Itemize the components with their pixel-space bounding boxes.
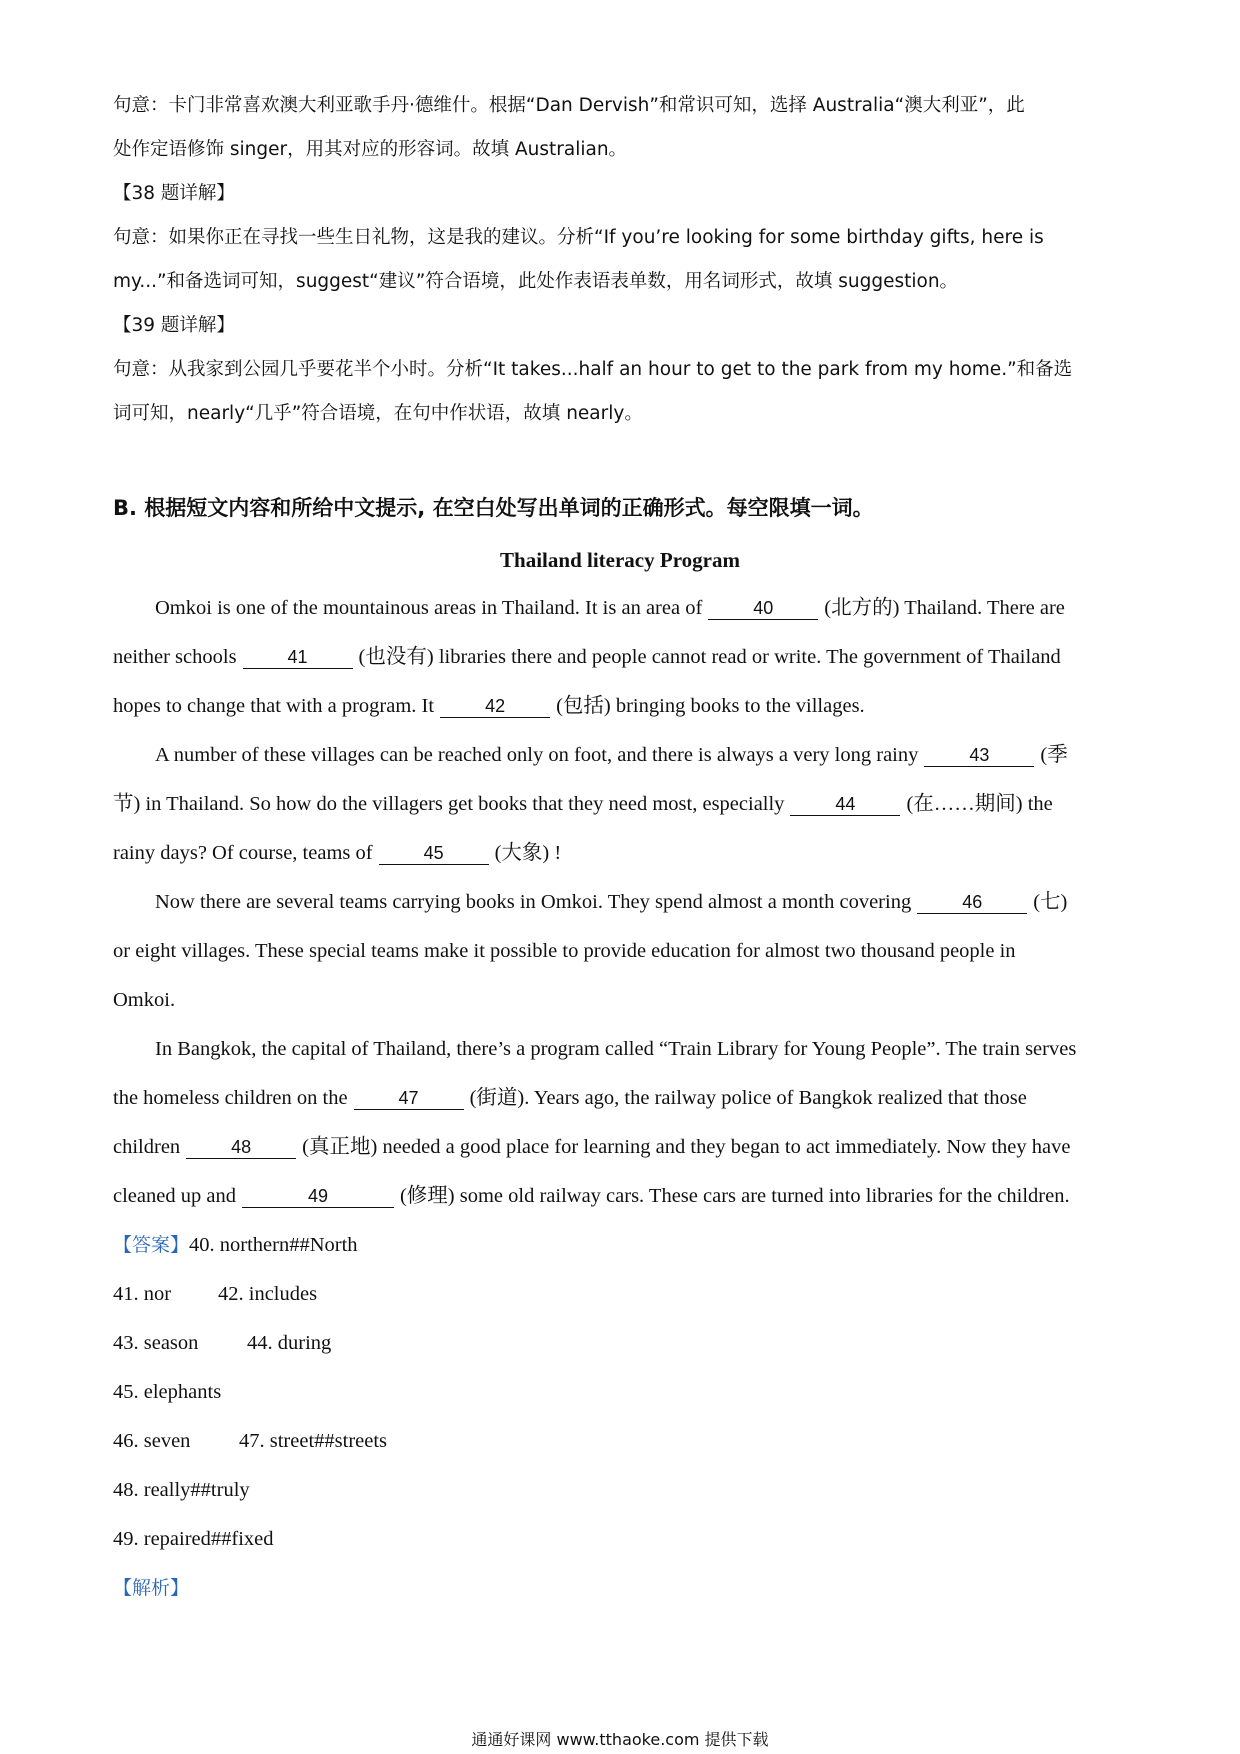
q37-explanation-line1: 句意：卡门非常喜欢澳大利亚歌手丹·德维什。根据“Dan Dervish”和常识可知，选择 Australia“澳大利亚”，此 [113,95,1025,116]
blank-49: 49 [242,1185,394,1208]
q38-header: 【38 题详解】 [113,183,235,204]
answer-45: 45. elephants [113,1381,222,1403]
answers-line1 [113,1231,358,1260]
passage-p3-line1: Now there are several teams carrying books in Omkoi. They spend almost a month covering 46 (七) [155,891,1068,913]
passage-p2-line3: rainy days? Of course, teams of 45 (大象) ! [113,842,562,864]
answer-48: 48. really##truly [113,1479,250,1501]
q39-explanation-line2: 词可知，nearly“几乎”符合语境，在句中作状语，故填 nearly。 [113,403,643,424]
answer-label: 【答案】 [113,1234,190,1256]
answer-40: 40. northern##North [189,1234,358,1256]
passage-p3-line2: or eight villages. These special teams make it possible to provide education for almost two thousand people in [113,940,1016,962]
passage-p2-line1: A number of these villages can be reached only on foot, and there is always a very long rainy 43 (季 [155,744,1068,766]
q38-explanation-line1: 句意：如果你正在寻找一些生日礼物，这是我的建议。分析“If you’re looking for some birthday gifts, here is [113,227,1044,248]
q37-explanation-line2: 处作定语修饰 singer，用其对应的形容词。故填 Australian。 [113,139,628,160]
analysis-label: 【解析】 [113,1577,190,1599]
blank-44: 44 [790,793,900,816]
answer-46: 46. seven [113,1430,191,1452]
passage-p4-line4: cleaned up and 49 (修理) some old railway cars. These cars are turned into libraries for the children. [113,1185,1070,1207]
blank-43: 43 [924,744,1034,767]
answer-42: 42. includes [218,1283,318,1305]
blank-40: 40 [708,597,818,620]
blank-42: 42 [440,695,550,718]
passage-title: Thailand literacy Program [500,548,740,572]
page-footer: 通通好课网 www.tthaoke.com 提供下载 [471,1730,769,1749]
q38-explanation-line2: my...”和备选词可知，suggest“建议”符合语境，此处作表语表单数，用名词形式，故填 suggestion。 [113,271,959,292]
answer-43: 43. season [113,1332,199,1354]
passage-p4-line2: the homeless children on the 47 (街道). Years ago, the railway police of Bangkok realized that those [113,1087,1027,1109]
passage-p2-line2: 节) in Thailand. So how do the villagers get books that they need most, especially 44 (在……期间) the [113,793,1053,815]
blank-48: 48 [186,1136,296,1159]
answer-41: 41. nor [113,1283,172,1305]
section-b-heading: B. 根据短文内容和所给中文提示, 在空白处写出单词的正确形式。每空限填一词。 [113,496,874,520]
answer-44: 44. during [247,1332,332,1354]
passage-p4-line1: In Bangkok, the capital of Thailand, there’s a program called “Train Library for Young People”. The train serves [155,1038,1077,1060]
q39-header: 【39 题详解】 [113,315,235,336]
q39-explanation-line1: 句意：从我家到公园几乎要花半个小时。分析“It takes...half an hour to get to the park from my home.”和备选 [113,359,1073,380]
blank-45: 45 [379,842,489,865]
passage-p1-line3: hopes to change that with a program. It 42 (包括) bringing books to the villages. [113,695,865,717]
answer-47: 47. street##streets [239,1430,388,1452]
passage-p1-line2: neither schools 41 (也没有) libraries there and people cannot read or write. The government of Thailand [113,646,1061,668]
blank-47: 47 [354,1087,464,1110]
passage-p4-line3: children 48 (真正地) needed a good place for learning and they began to act immediately. Now they have [113,1136,1071,1158]
answer-49: 49. repaired##fixed [113,1528,274,1550]
passage-p3-line3: Omkoi. [113,989,176,1011]
passage-p1-line1: Omkoi is one of the mountainous areas in Thailand. It is an area of 40 (北方的) Thailand. There are [155,597,1065,619]
blank-41: 41 [243,646,353,669]
blank-46: 46 [917,891,1027,914]
